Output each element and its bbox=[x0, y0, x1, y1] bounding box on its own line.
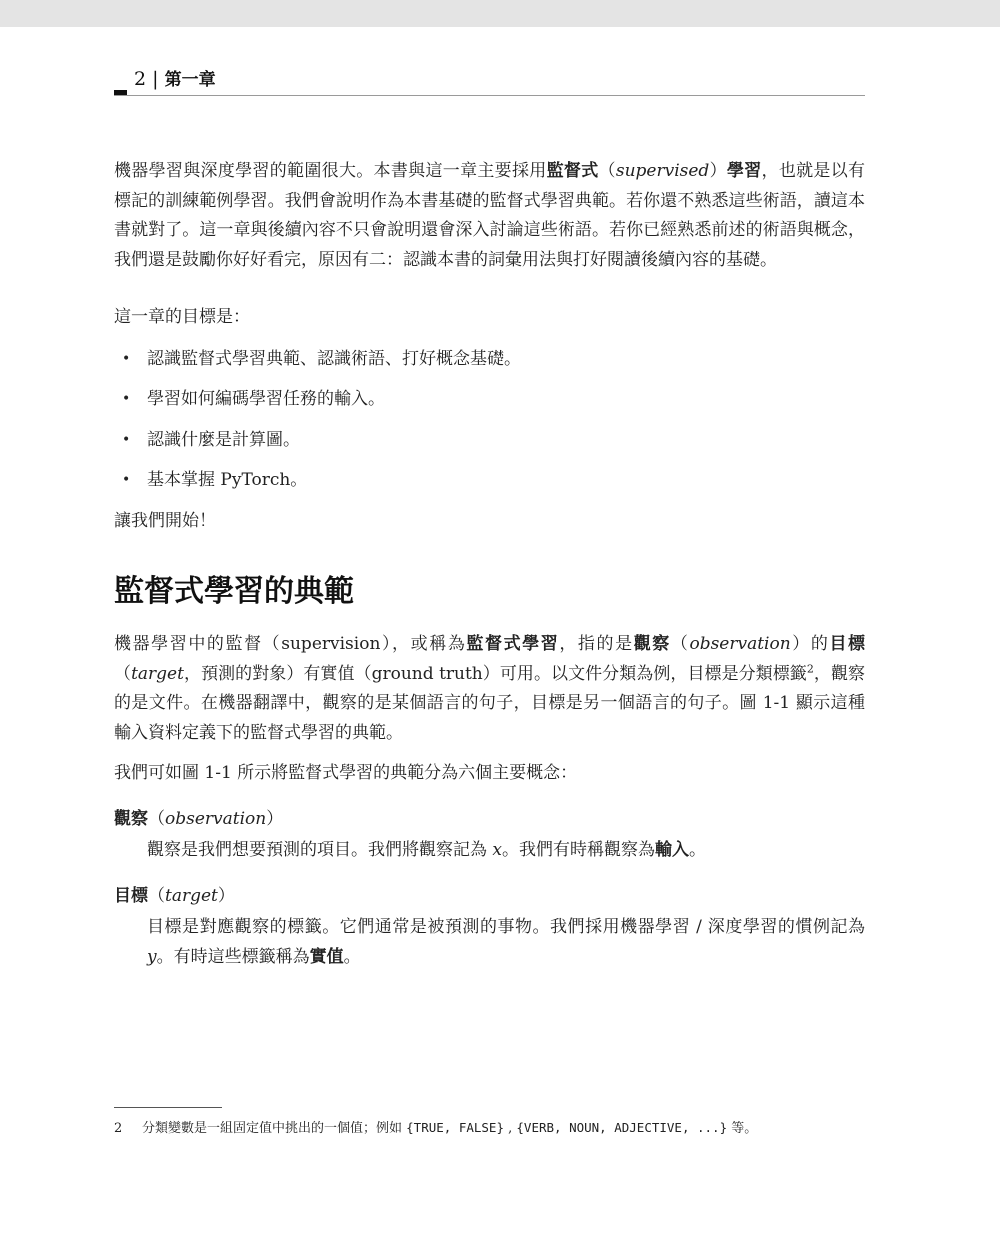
header-text bbox=[134, 66, 216, 93]
term-supervised: 監督式 bbox=[546, 161, 599, 181]
footnote-code-1: {TRUE, FALSE} bbox=[406, 1120, 504, 1135]
goal-item: • 基本掌握 PyTorch。 bbox=[114, 466, 865, 496]
term-title-observation: 觀察（observation） bbox=[114, 808, 284, 829]
footnote-rule bbox=[114, 1107, 222, 1108]
header-separator: | bbox=[152, 68, 159, 90]
footnote-ref[interactable]: 2 bbox=[806, 661, 814, 675]
term-observation: 觀察 bbox=[633, 634, 671, 654]
section-paragraph-1: 機器學習中的監督（supervision），或稱為監督式學習，指的是觀察（observation）的目標（target，預測的對象）有實值（ground truth）可用。以文件分類為例，目標是分類標籤$^2$，觀察的是文件。在機器翻譯中，觀察的是某個語言的句子，目標是另一個語言的句子。圖 1-1 顯示這種輸入資料定義下的監督式學習的典範。 bbox=[114, 634, 866, 743]
section-paragraph-2: 我們可如圖 1-1 所示將監督式學習的典範分為六個主要概念： bbox=[114, 763, 578, 783]
goal-item: • 認識監督式學習典範、認識術語、打好概念基礎。 bbox=[114, 345, 865, 375]
term-supervised-learning: 監督式學習 bbox=[466, 634, 560, 654]
term-supervised-en: supervised bbox=[615, 161, 710, 181]
var-y: y bbox=[147, 946, 157, 967]
section-heading: 監督式學習的典範 bbox=[114, 574, 354, 609]
term-target: 目標 bbox=[829, 634, 866, 654]
page-content bbox=[114, 157, 865, 972]
header-rule bbox=[114, 95, 865, 96]
goal-item: • 學習如何編碼學習任務的輸入。 bbox=[114, 385, 865, 415]
term-learning: 學習 bbox=[726, 161, 762, 181]
term-observation-en: observation bbox=[689, 634, 791, 654]
term-desc-target: 目標是對應觀察的標籤。它們通常是被預測的事物。我們採用機器學習 / 深度學習的慣例記為 y。有時這些標籤稱為實值。 bbox=[147, 917, 865, 967]
lets-start: 讓我們開始！ bbox=[114, 510, 216, 531]
top-strip bbox=[0, 0, 1000, 27]
footnote: 2 分類變數是一組固定值中挑出的一個值；例如 {TRUE, FALSE} , {VERB, NOUN, ADJECTIVE, ...} 等。 bbox=[114, 1118, 865, 1139]
intro-paragraph: 機器學習與深度學習的範圍很大。本書與這一章主要採用監督式（supervised）學習，也就是以有標記的訓練範例學習。我們會說明作為本書基礎的監督式學習典範。若你還不熟悉這些術語，讀這本書就對了。這一章與後續內容不只會說明還會深入討論這些術語。若你已經熟悉前述的術語與概念，我們還是鼓勵你好好看完，原因有二：認識本書的詞彙用法與打好閱讀後續內容的基礎。 bbox=[114, 161, 866, 270]
chapter-title: 第一章 bbox=[164, 70, 216, 90]
var-x: x bbox=[492, 840, 502, 860]
footnote-code-2: {VERB, NOUN, ADJECTIVE, ...} bbox=[516, 1120, 728, 1135]
term-title-target: 目標（target） bbox=[114, 885, 235, 906]
page-header bbox=[114, 66, 865, 96]
goal-item: • 認識什麼是計算圖。 bbox=[114, 426, 865, 456]
footnote-number: 2 bbox=[114, 1121, 123, 1136]
term-desc-observation: 觀察是我們想要預測的項目。我們將觀察記為 x。我們有時稱觀察為輸入。 bbox=[147, 840, 706, 860]
term-target-en: target bbox=[131, 663, 184, 684]
goals-list bbox=[114, 345, 865, 496]
page-number: 2 bbox=[134, 68, 147, 90]
goals-intro: 這一章的目標是： bbox=[114, 307, 250, 327]
